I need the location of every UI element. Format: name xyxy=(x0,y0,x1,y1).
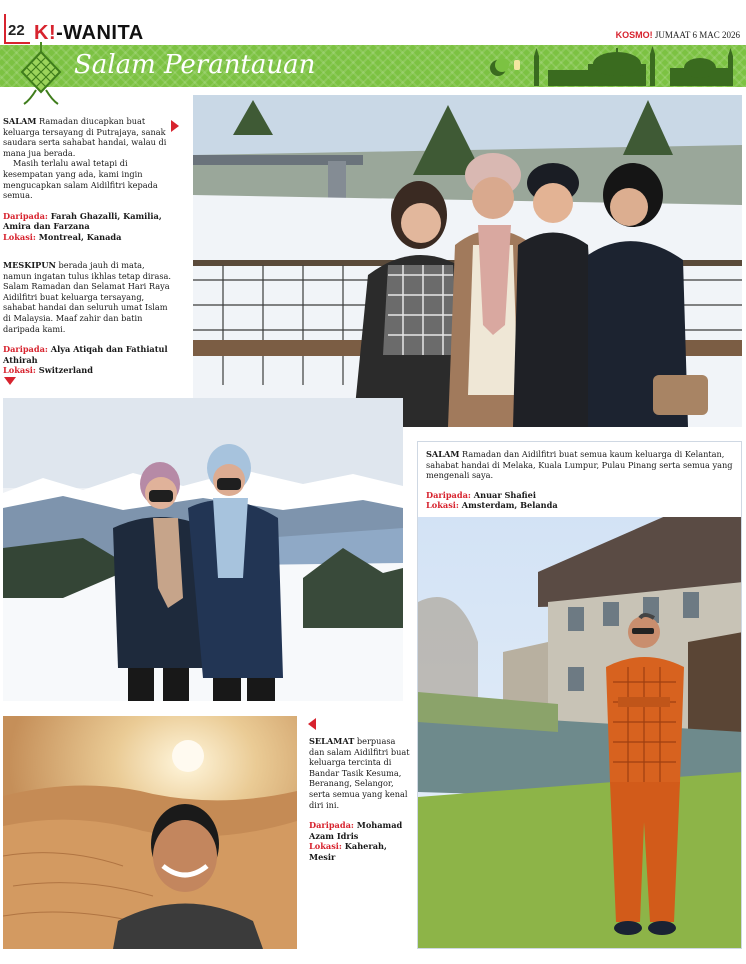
dateline xyxy=(616,30,740,40)
photo-montreal-family xyxy=(193,95,742,427)
article-3-para-1: Ramadan dan Aidilfitri buat semua kaum keluarga di Kelantan, sahabat handai di Melaka, Kuala Lumpur, Pulau Pinang serta semua yang mengenali saya. xyxy=(426,449,733,481)
article-1-para-2: Masih terlalu awal tetapi di kesempatan yang ada, kami ingin mengucapkan salam Aidilfitri kepada semua. xyxy=(3,158,158,201)
location-label: Lokasi: xyxy=(3,231,36,242)
page-number: 22 xyxy=(4,14,30,44)
photo-montreal-family-image xyxy=(193,95,742,427)
greeting-article-4 xyxy=(309,736,413,863)
location-name: Amsterdam, Belanda xyxy=(458,500,558,511)
sender-name: Alya Atiqah dan Fathiatul Athirah xyxy=(3,344,168,365)
article-3-location xyxy=(426,500,736,511)
article-4-body xyxy=(309,736,413,810)
location-name: Switzerland xyxy=(35,365,93,376)
article-1-body xyxy=(3,116,169,158)
article-4-para-1: berpuasa dan salam Aidilfitri buat keluarga tercinta di Bandar Tasik Kesuma, Beranang, Selangor, serta semua yang kenal diri ini. xyxy=(309,736,410,810)
article-2-body xyxy=(3,260,175,334)
sender-label: Daripada: xyxy=(3,344,48,355)
article-4-lead: SELAMAT xyxy=(309,736,355,746)
photo-cairo-desert xyxy=(3,716,297,949)
sender-label: Daripada: xyxy=(309,820,354,831)
greeting-article-1 xyxy=(3,116,169,243)
photo-switzerland-image xyxy=(3,398,403,701)
brand-k: K! xyxy=(34,22,57,44)
article-2-sender xyxy=(3,344,175,365)
article-2-location xyxy=(3,365,175,376)
sender-name: Mohamad Azam Idris xyxy=(309,820,403,841)
photo-switzerland xyxy=(3,398,403,701)
article-1-sender xyxy=(3,211,169,232)
article-4-sender xyxy=(309,820,413,841)
issue-date: JUMAAT 6 MAC 2026 xyxy=(654,30,740,40)
sender-label: Daripada: xyxy=(426,489,471,500)
sender-label: Daripada: xyxy=(3,210,48,221)
location-label: Lokasi: xyxy=(3,365,36,376)
location-label: Lokasi: xyxy=(309,841,342,852)
arrow-right-icon xyxy=(171,120,179,132)
article-2-para-1: berada jauh di mata, namun ingatan tulus ikhlas tetap dirasa. Salam Ramadan dan Selamat Hari Raya Aidilfitri buat keluarga tersayang, sahabat handai dan seluruh umat Islam di Malaysia. Maaf zahir dan batin daripada kami. xyxy=(3,260,172,334)
article-1-location xyxy=(3,232,169,243)
location-name: Montreal, Kanada xyxy=(35,231,122,242)
ketupat-icon xyxy=(18,42,64,106)
article-3-sender xyxy=(426,490,736,501)
greeting-article-2 xyxy=(3,260,175,376)
article-3-lead: SALAM xyxy=(426,449,460,459)
article-4-location xyxy=(309,841,413,862)
location-label: Lokasi: xyxy=(426,500,459,511)
sender-name: Farah Ghazalli, Kamilia, Amira dan Farzana xyxy=(3,210,162,232)
article-2-lead: MESKIPUN xyxy=(3,260,56,270)
article-3-body xyxy=(426,449,736,481)
section-title: Salam Perantauan xyxy=(74,50,316,80)
photo-cairo-desert-image xyxy=(3,716,297,949)
publication-name: KOSMO! xyxy=(615,30,653,40)
article-1-lead: SALAM xyxy=(3,116,37,126)
brand-rest: -WANITA xyxy=(56,22,144,44)
photo-amsterdam xyxy=(417,441,742,949)
greeting-article-3 xyxy=(426,449,736,511)
arrow-left-icon xyxy=(308,718,316,730)
article-1-para-1: Ramadan diucapkan buat keluarga tersayang di Putrajaya, sanak saudara serta sahabat handai, walau di mana jua berada. xyxy=(3,116,167,158)
location-name: Kaherah, Mesir xyxy=(309,841,387,862)
mosque-skyline-icon xyxy=(470,46,742,86)
photo-amsterdam-image xyxy=(418,442,742,949)
sender-name: Anuar Shafiei xyxy=(470,489,536,500)
arrow-down-icon xyxy=(4,377,16,385)
